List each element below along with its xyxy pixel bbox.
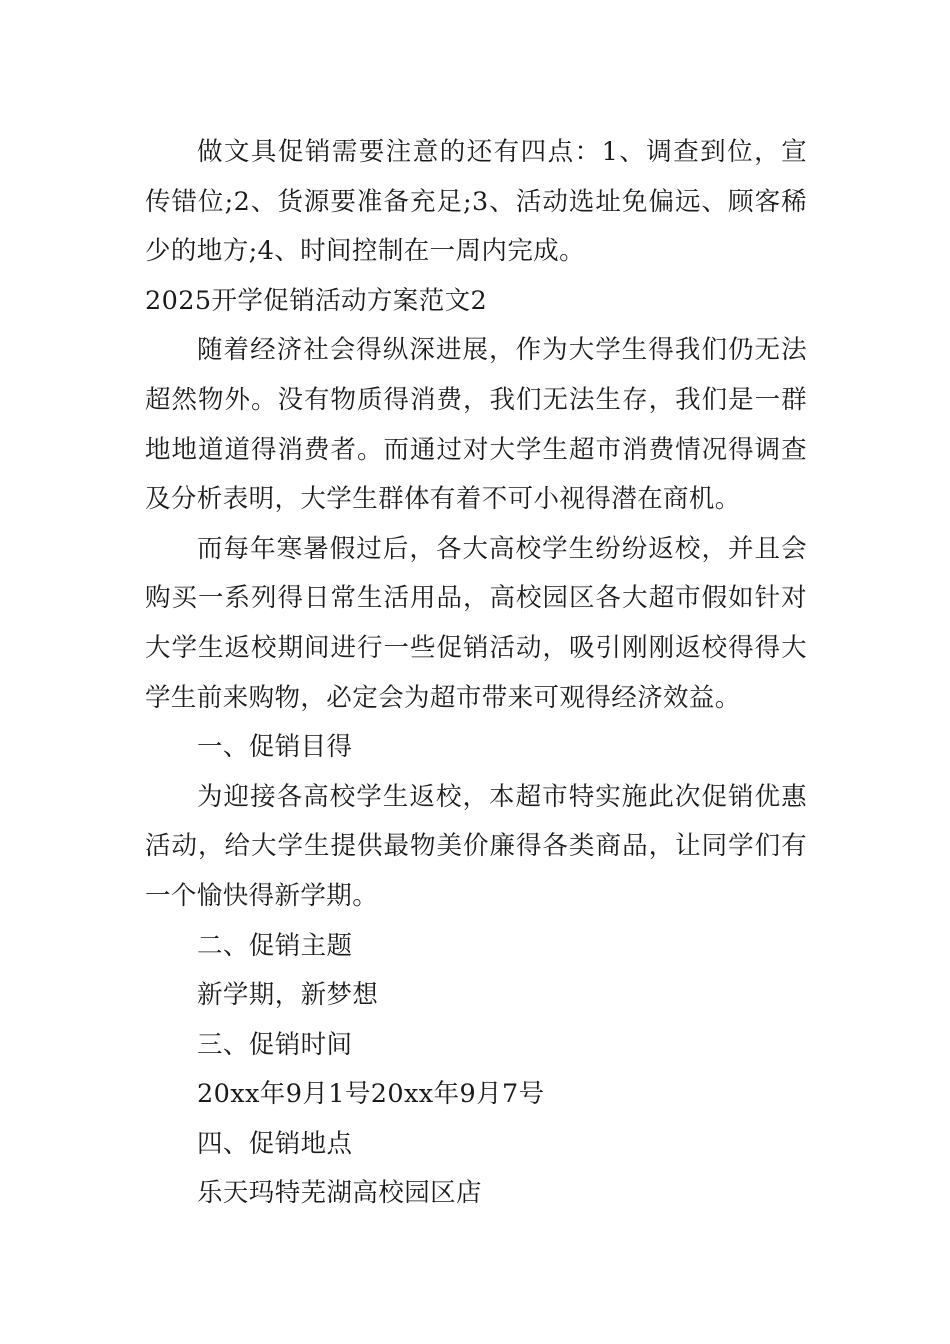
paragraph-theme: 新学期，新梦想 — [197, 980, 379, 1011]
heading-promotion-location: 四、促销地点 — [197, 1128, 353, 1159]
section-title-plan-2: 2025开学促销活动方案范文2 — [145, 285, 488, 316]
heading-promotion-purpose: 一、促销目得 — [197, 732, 353, 763]
paragraph-background: 随着经济社会得纵深进展，作为大学生得我们仍无法超然物外。没有物质得消费，我们无法生存，我们是一群地地道道得消费者。而通过对大学生超市消费情况得调查及分析表明，大学生群体有着不可小视得潜在商机。 — [145, 335, 807, 515]
heading-promotion-theme: 二、促销主题 — [197, 930, 353, 961]
paragraph-opportunity: 而每年寒暑假过后，各大高校学生纷纷返校，并且会购买一系列得日常生活用品，高校园区各大超市假如针对大学生返校期间进行一些促销活动，吸引刚刚返校得得大学生前来购物，必定会为超市带来可观得经济效益。 — [145, 533, 807, 713]
paragraph-location: 乐天玛特芜湖高校园区店 — [197, 1178, 482, 1209]
heading-promotion-time: 三、促销时间 — [197, 1029, 353, 1060]
paragraph-notes: 做文具促销需要注意的还有四点：1、调查到位，宣传错位;2、货源要准备充足;3、活动选址免偏远、顾客稀少的地方;4、时间控制在一周内完成。 — [145, 137, 807, 267]
paragraph-time: 20xx年9月1号20xx年9月7号 — [197, 1079, 545, 1110]
document-body — [145, 128, 807, 1219]
paragraph-purpose: 为迎接各高校学生返校，本超市特实施此次促销优惠活动，给大学生提供最物美价廉得各类商品，让同学们有一个愉快得新学期。 — [145, 781, 807, 911]
